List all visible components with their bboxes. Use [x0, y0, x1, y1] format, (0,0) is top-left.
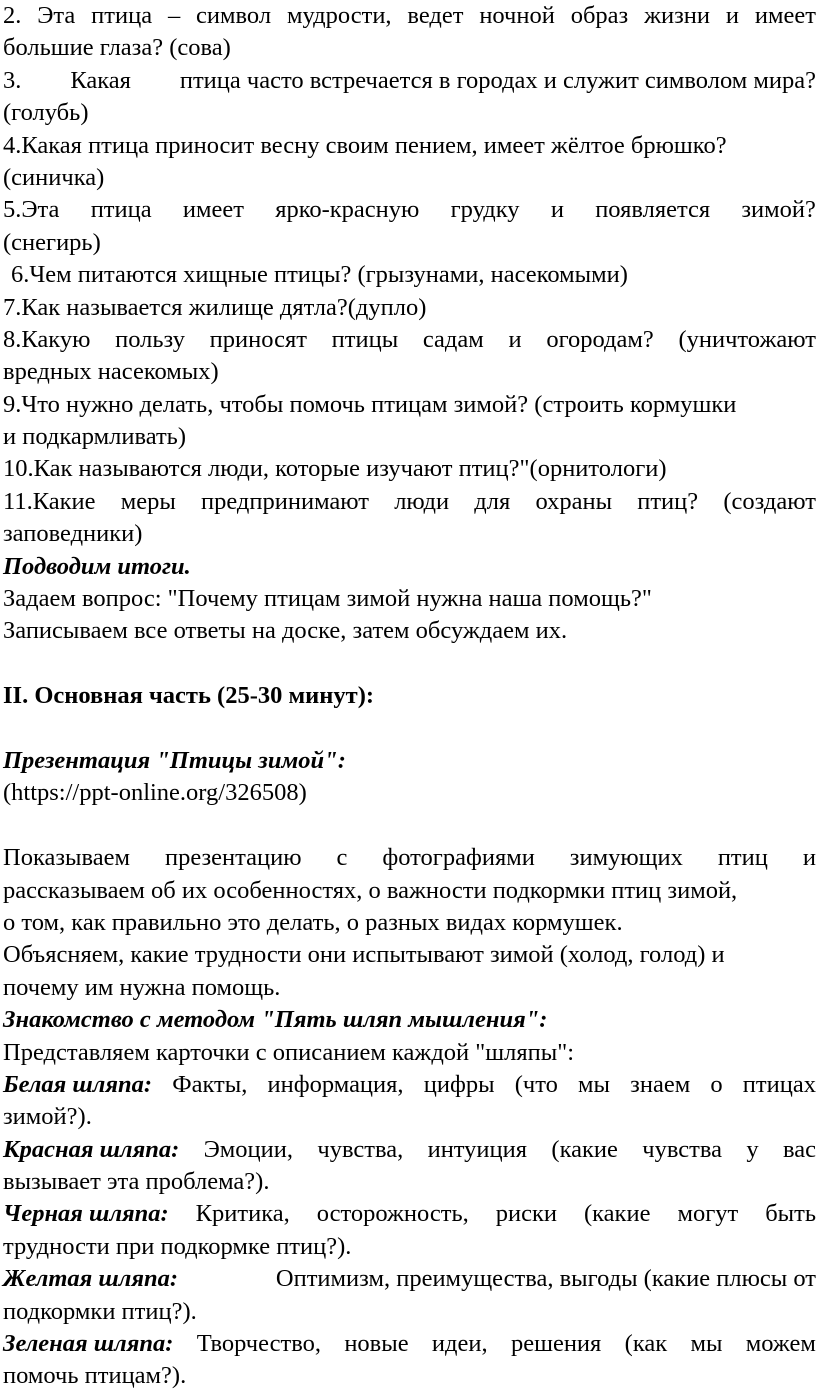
word: (уничтожают: [678, 325, 816, 353]
question-line: 6.Чем питаются хищные птицы? (грызунами, насекомыми): [11, 261, 628, 289]
word: новые: [344, 1330, 409, 1358]
question-line: [3, 0, 816, 32]
word: можем: [745, 1330, 816, 1358]
question-line: [3, 65, 816, 97]
word: птица: [90, 196, 152, 224]
hat-description-line: [3, 1134, 816, 1166]
presentation-paragraph-line: почему им нужна помощь.: [3, 973, 281, 1001]
hat-name: Желтая шляпа:: [3, 1265, 179, 1293]
word: мы: [578, 1070, 610, 1098]
word: Эта: [37, 2, 76, 29]
question-answer-line: вредных насекомых): [3, 358, 219, 386]
hat-description-line: зимой?).: [3, 1103, 92, 1131]
word: с: [336, 844, 348, 872]
word: мудрости,: [286, 2, 392, 29]
word: о: [710, 1070, 723, 1098]
question-line: [3, 324, 816, 356]
hat-description-line: трудности при подкормке птиц?).: [3, 1232, 352, 1260]
question-line: 10.Как называются люди, которые изучают птиц?"(орнитологи): [3, 455, 667, 483]
hat-description-line: подкормки птиц?).: [3, 1297, 197, 1325]
word: 5.Эта: [3, 196, 60, 224]
word: ярко-красную: [275, 196, 420, 224]
word: огородам?: [546, 325, 654, 353]
word: зимующих: [569, 844, 683, 872]
spacer: [3, 713, 816, 745]
word: для: [474, 487, 511, 515]
word: символ: [196, 2, 272, 29]
word: презентацию: [164, 844, 302, 872]
hat-description-line: [3, 1263, 816, 1295]
word: и: [802, 844, 816, 872]
word: Какая: [70, 66, 131, 94]
question-answer-line: (снегирь): [3, 228, 101, 256]
presentation-paragraph-line: [3, 842, 816, 874]
word: пользу: [115, 325, 185, 353]
question-line: [3, 194, 816, 226]
word: Критика,: [195, 1200, 290, 1228]
word: знаем: [630, 1070, 691, 1098]
word: Оптимизм, преимущества, выгоды (какие плюсы от: [275, 1265, 816, 1293]
word: (как: [624, 1330, 668, 1358]
summary-instruction: Записываем все ответы на доске, затем обсуждаем их.: [3, 617, 568, 645]
word: предпринимают: [201, 487, 369, 515]
presentation-paragraph-line: Объясняем, какие трудности они испытывают зимой (холод, голод) и: [3, 941, 725, 969]
word: 8.Какую: [3, 325, 91, 353]
hat-description-line: [3, 1069, 816, 1101]
question-answer-line: заповедники): [3, 520, 143, 548]
word: 11.Какие: [3, 487, 96, 515]
word: быть: [765, 1200, 816, 1228]
word: птиц: [717, 844, 768, 872]
spacer: [3, 810, 816, 842]
word: (какие: [583, 1200, 651, 1228]
word: грудку: [450, 196, 520, 224]
word: идеи,: [431, 1330, 488, 1358]
word: 9.Что нужно делать, чтобы помочь птицам зимой? (строить кормушки: [3, 390, 737, 418]
spacer: [3, 648, 816, 680]
question-answer-line: (синичка): [3, 163, 105, 191]
hats-heading: Знакомство с методом "Пять шляп мышления":: [3, 1006, 548, 1034]
word: могут: [677, 1200, 739, 1228]
word: мы: [690, 1330, 723, 1358]
word: и: [725, 2, 740, 29]
word: имеет: [754, 2, 816, 29]
hat-name: Черная шляпа:: [3, 1200, 169, 1228]
word: приносят: [209, 325, 307, 353]
word: вас: [782, 1135, 816, 1163]
hat-description-line: помочь птицам?).: [3, 1362, 187, 1390]
word: образ: [570, 2, 629, 29]
word: чувства,: [317, 1135, 404, 1163]
quiz-questions-list: [3, 0, 816, 551]
question-answer-line: и подкармливать): [3, 423, 187, 451]
presentation-heading: Презентация "Птицы зимой":: [3, 746, 346, 774]
hat-description-line: вызывает эта проблема?).: [3, 1168, 270, 1196]
word: фотографиями: [382, 844, 535, 872]
hat-name: Белая шляпа:: [3, 1070, 153, 1098]
word: Творчество,: [196, 1330, 321, 1358]
word: охраны: [535, 487, 613, 515]
word: и: [550, 196, 564, 224]
hat-name: Зеленая шляпа:: [3, 1330, 174, 1358]
word: жизни: [644, 2, 711, 29]
question-answer-line: (голубь): [3, 99, 89, 127]
word: птицы: [331, 325, 399, 353]
presentation-paragraph-line: рассказываем об их особенностях, о важности подкормки птиц зимой,: [3, 876, 738, 904]
word: решения: [510, 1330, 602, 1358]
word: птиц?: [637, 487, 699, 515]
question-line: [3, 389, 816, 421]
word: ночной: [479, 2, 555, 29]
word: имеет: [182, 196, 244, 224]
word: Эмоции,: [203, 1135, 293, 1163]
word: цифры: [423, 1070, 495, 1098]
hats-intro: Представляем карточки с описанием каждой "шляпы":: [3, 1038, 575, 1066]
word: птицах: [742, 1070, 816, 1098]
hats-list: [3, 1069, 816, 1393]
word: Показываем: [3, 844, 130, 872]
word: (что: [514, 1070, 558, 1098]
word: осторожность,: [316, 1200, 469, 1228]
word: ведет: [407, 2, 464, 29]
hat-description-line: [3, 1198, 816, 1230]
hat-name: Красная шляпа:: [3, 1135, 180, 1163]
word: риски: [495, 1200, 557, 1228]
word: информация,: [267, 1070, 404, 1098]
hat-description-line: [3, 1328, 816, 1360]
presentation-link[interactable]: (https://ppt-online.org/326508): [3, 779, 307, 807]
main-part-heading: II. Основная часть (25-30 минут):: [3, 682, 375, 710]
word: у: [746, 1135, 759, 1163]
word: интуиция: [427, 1135, 528, 1163]
question-line: 7.Как называется жилище дятла?(дупло): [3, 293, 427, 321]
word: 2.: [3, 2, 22, 29]
word: –: [167, 2, 181, 29]
word: меры: [120, 487, 176, 515]
word: Факты,: [172, 1070, 248, 1098]
question-line: [3, 130, 816, 162]
word: птица: [91, 2, 153, 29]
question-answer-line: большие глаза? (сова): [3, 34, 231, 62]
word: зимой?: [741, 196, 816, 224]
summary-heading: Подводим итоги.: [3, 552, 191, 580]
word: и: [508, 325, 522, 353]
word: люди: [394, 487, 450, 515]
word: 3.: [3, 66, 22, 94]
word: птица часто встречается в городах и служит символом мира?: [179, 66, 816, 94]
word: (какие: [551, 1135, 618, 1163]
presentation-paragraph-line: о том, как правильно это делать, о разных видах кормушек.: [3, 908, 623, 936]
word: 4.Какая птица приносит весну своим пением, имеет жёлтое брюшко?: [3, 131, 727, 159]
word: (создают: [723, 487, 816, 515]
word: появляется: [595, 196, 711, 224]
summary-question: Задаем вопрос: "Почему птицам зимой нужна наша помощь?": [3, 585, 652, 613]
question-line: [3, 486, 816, 518]
word: садам: [422, 325, 484, 353]
word: чувства: [642, 1135, 722, 1163]
